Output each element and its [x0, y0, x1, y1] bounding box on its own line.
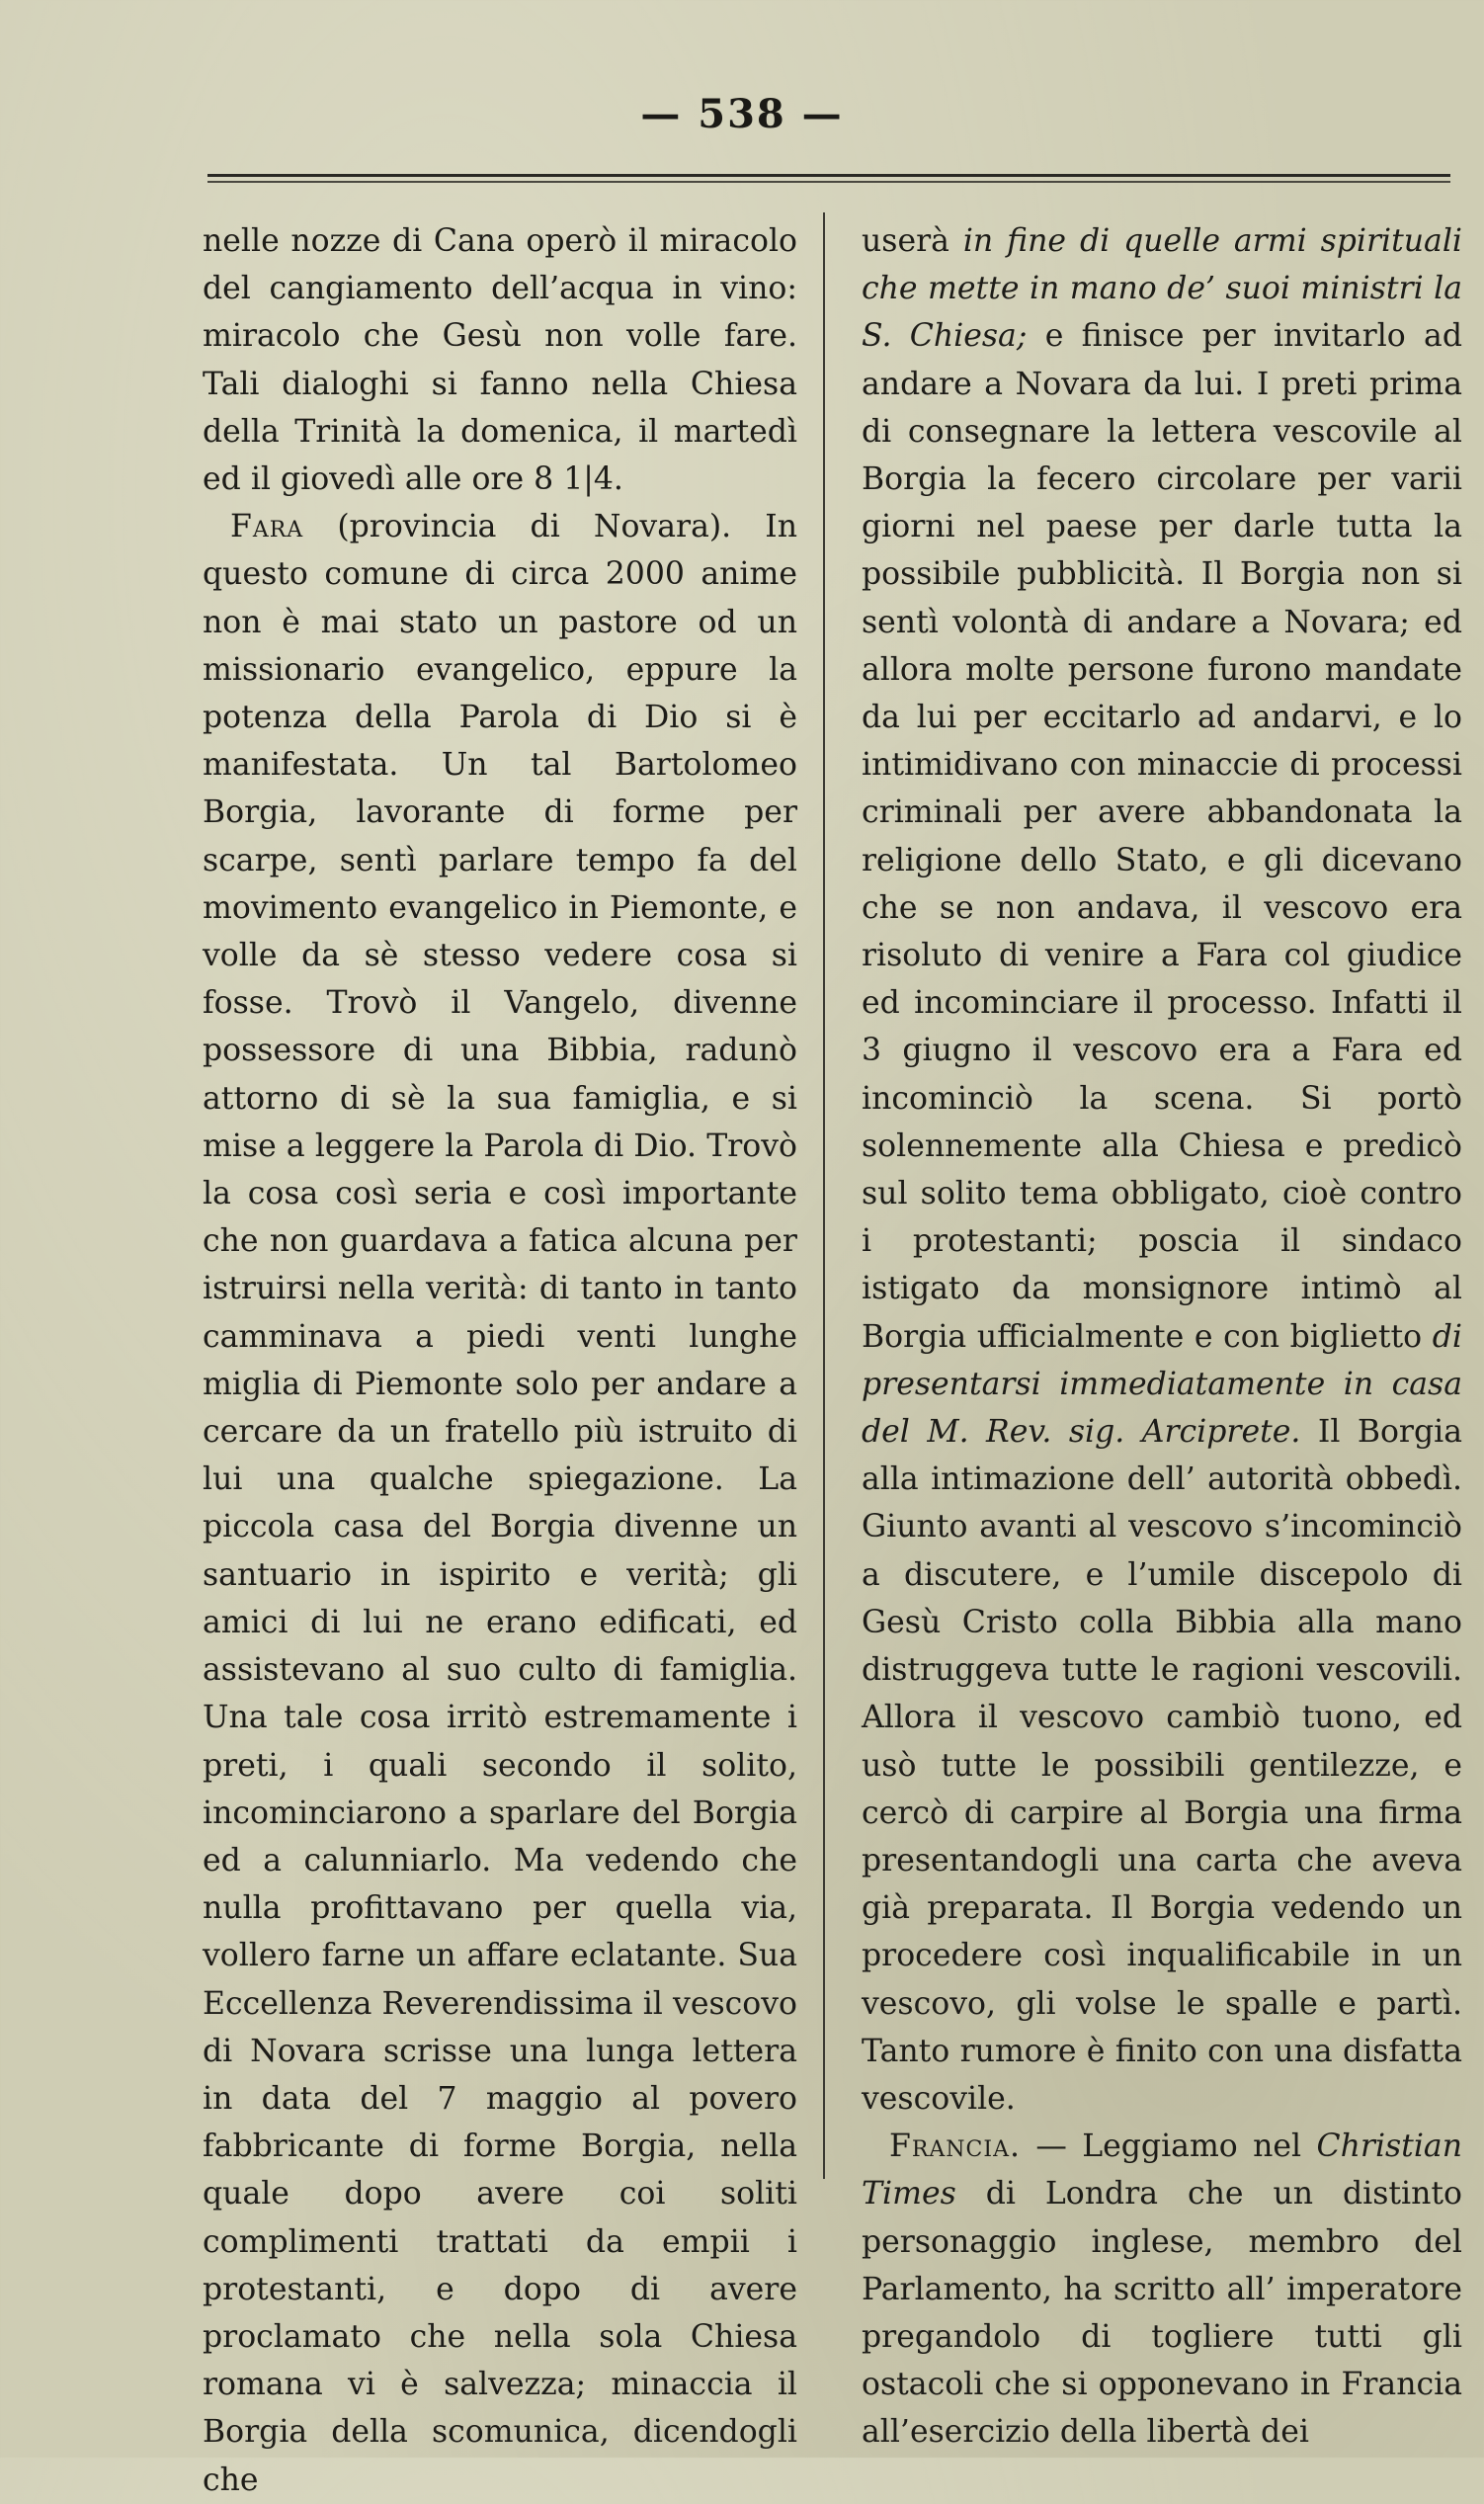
text-segment: userà [862, 223, 963, 259]
right-column [862, 217, 1462, 2457]
text-segment: — Leggiamo nel [1020, 2128, 1317, 2165]
paragraph-francia [862, 2123, 1462, 2456]
header-rule [207, 174, 1450, 177]
paragraph-fara [203, 503, 797, 2504]
left-column [203, 217, 797, 2504]
section-heading-fara: Fara [230, 509, 304, 545]
paragraph-borgia-continued [862, 217, 1462, 2123]
text-segment: e finisce per invitarlo ad andare a Novara da lui. I preti prima di consegnare la lettera vescovile al Borgia la fecero circolare per varii giorni nel paese per darle tutta la possibile pubblicità. Il Borgia non si sentì volontà di andare a Novara; ed allora molte persone furono mandate da lui per eccitarlo ad andarvi, e lo intimidivano con minaccie di processi criminali per avere abbandonata la religione dello Stato, e gli dicevano che se non andava, il vescovo era risoluto di venire a Fara col giudice ed incominciare il processo. Infatti il 3 giugno il vescovo era a Fara ed incominciò la scena. Si portò solennemente alla Chiesa e predicò sul solito tema obbligato, cioè contro i protestanti; poscia il sindaco istigato da monsignore intimò al Borgia ufficialmente e con biglietto [862, 318, 1462, 1355]
italic-quote: in fine di quelle armi spirituali che mette in mano de’ suoi ministri la S. Chiesa; [862, 223, 1462, 355]
paragraph-cana: nelle nozze di Cana operò il miracolo del cangiamento dell’acqua in vino: miracolo che Gesù non volle fare. Tali dialoghi si fanno nella Chiesa della Trinità la domenica, il martedì ed il giovedì alle ore 8 1|4. [203, 223, 797, 498]
italic-quote: di presentarsi immediatamente in casa del M. Rev. sig. Arciprete. [862, 1318, 1462, 1451]
text-segment: Il Borgia alla intimazione dell’ autorità obbedì. Giunto avanti al vescovo s’incominciò a discutere, e l’umile discepolo di Gesù Cristo colla Bibbia alla mano distruggeva tutte le ragioni vescovili. Allora il vescovo cambiò tuono, ed usò tutte le possibili gentilezze, e cercò di carpire al Borgia una firma presentandogli una carta che aveva già preparata. Il Borgia vedendo un procedere così inqualificabile in un vescovo, gli volse le spalle e partì. Tanto rumore è finito con una disfatta vescovile. [862, 1414, 1463, 2117]
section-heading-francia: Francia. [889, 2128, 1021, 2165]
header-rule-inner [207, 181, 1450, 183]
italic-title: Christian Times [862, 2128, 1462, 2212]
page-number: — 538 — [640, 91, 844, 137]
text-segment: di Londra che un distinto personaggio inglese, membro del Parlamento, ha scritto all’ imperatore pregandolo di togliere tutti gli ostacoli che si opponevano in Francia all’esercizio della libertà dei [862, 2176, 1462, 2451]
paragraph-fara-text: (provincia di Novara). In questo comune di circa 2000 anime non è mai stato un pastore od un missionario evangelico, eppure la potenza della Parola di Dio si è manifestata. Un tal Bartolomeo Borgia, lavorante di forme per scarpe, sentì parlare tempo fa del movimento evangelico in Piemonte, e volle da sè stesso vedere cosa si fosse. Trovò il Vangelo, divenne possessore di una Bibbia, radunò attorno di sè la sua famiglia, e si mise a leggere la Parola di Dio. Trovò la cosa così seria e così importante che non guardava a fatica alcuna per istruirsi nella verità: di tanto in tanto camminava a piedi venti lunghe miglia di Piemonte solo per andare a cercare da un fratello più istruito di lui una qualche spiegazione. La piccola casa del Borgia divenne un santuario in ispirito e verità; gli amici di lui ne erano edificati, ed assistevano al suo culto di famiglia. Una tale cosa irritò estremamente i preti, i quali secondo il solito, incominciarono a sparlare del Borgia ed a calunniarlo. Ma vedendo che nulla profittavano per quella via, vollero farne un affare eclatante. Sua Eccellenza Reverendissima il vescovo di Novara scrisse una lunga lettera in data del 7 maggio al povero fabbricante di forme Borgia, nella quale dopo avere coi soliti complimenti trattati da empii i protestanti, e dopo di avere proclamato che nella sola Chiesa romana vi è salvezza; minaccia il Borgia della scomunica, dicendogli che [203, 509, 797, 2498]
column-divider [823, 212, 825, 2179]
